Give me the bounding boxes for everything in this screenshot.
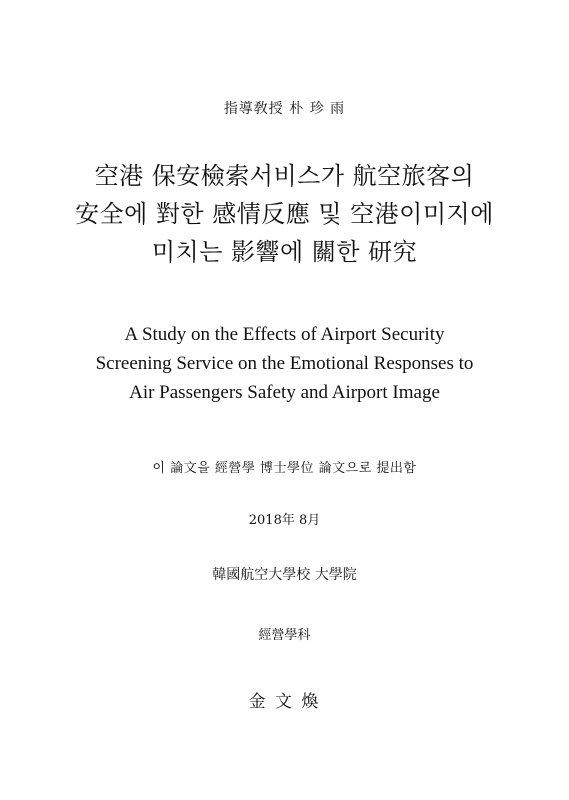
english-title-line-1: A Study on the Effects of Airport Security	[124, 324, 445, 345]
english-title-line-3: Air Passengers Safety and Airport Image	[129, 382, 440, 403]
submission-date: 2018年 8月	[248, 513, 321, 528]
department-name: 經營學科	[258, 628, 311, 643]
university-name: 韓國航空大學校 大學院	[212, 567, 357, 583]
author-name: 金 文 煥	[248, 692, 321, 712]
korean-title-line-3: 미치는 影響에 關한 研究	[151, 238, 418, 266]
english-title-line-2: Screening Service on the Emotional Responses to	[95, 353, 474, 374]
submission-statement: 이 論文을 經營學 博士學位 論文으로 提出함	[152, 461, 417, 476]
advisor-line: 指導敎授 朴 珍 雨	[223, 101, 346, 117]
korean-title-line-1: 空港 保安檢索서비스가 航空旅客의	[94, 162, 475, 190]
korean-title-line-2: 安全에 對한 感情反應 및 空港이미지에	[75, 200, 494, 228]
